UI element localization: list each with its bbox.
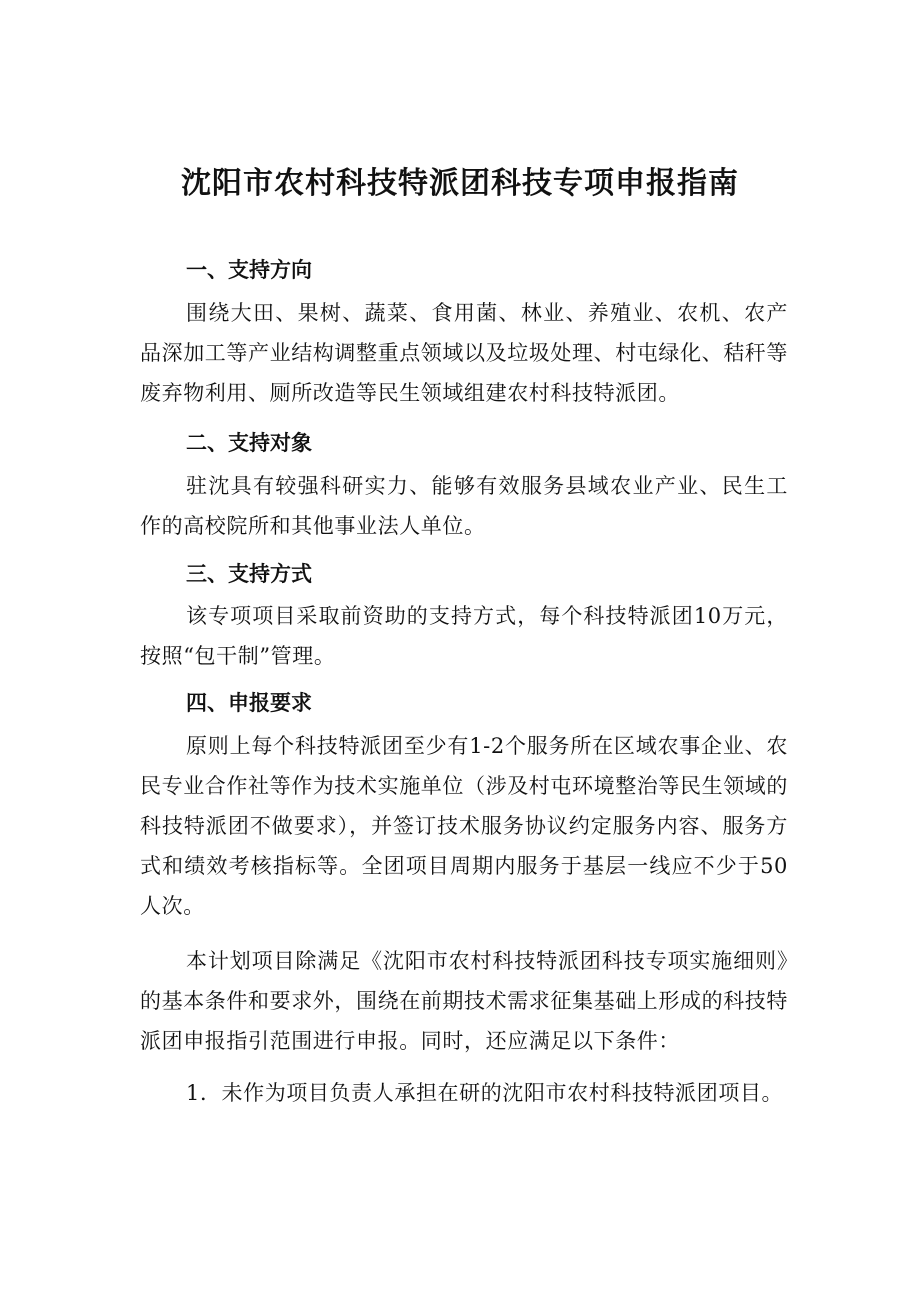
section-heading-support-direction: 一、支持方向 xyxy=(186,258,312,282)
document-title: 沈阳市农村科技特派团科技专项申报指南 xyxy=(181,166,739,201)
paragraph-support-target: 驻沈具有较强科研实力、能够有效服务县域农业产业、民生工作的高校院所和其他事业法人单位。 xyxy=(140,474,788,538)
paragraph-application-requirements-2: 本计划项目除满足《沈阳市农村科技特派团科技专项实施细则》的基本条件和要求外，围绕在前期技术需求征集基础上形成的科技特派团申报指引范围进行申报。同时，还应满足以下条件： xyxy=(140,949,788,1053)
section-heading-support-target: 二、支持对象 xyxy=(186,431,312,455)
section-heading-application-requirements: 四、申报要求 xyxy=(186,691,312,715)
section-heading-support-method: 三、支持方式 xyxy=(186,562,312,586)
paragraph-condition-1: 1．未作为项目负责人承担在研的沈阳市农村科技特派团项目。 xyxy=(186,1081,784,1105)
paragraph-application-requirements-1: 原则上每个科技特派团至少有1-2个服务所在区域农事企业、农民专业合作社等作为技术实施单位（涉及村屯环境整治等民生领域的科技特派团不做要求），并签订技术服务协议约定服务内容、服务方式和绩效考核指标等。全团项目周期内服务于基层一线应不少于50人次。 xyxy=(140,734,788,918)
paragraph-support-direction: 围绕大田、果树、蔬菜、食用菌、林业、养殖业、农机、农产品深加工等产业结构调整重点领域以及垃圾处理、村屯绿化、秸秆等废弃物利用、厕所改造等民生领域组建农村科技特派团。 xyxy=(140,301,788,405)
paragraph-support-method: 该专项项目采取前资助的支持方式，每个科技特派团10万元，按照“包干制”管理。 xyxy=(140,604,788,668)
